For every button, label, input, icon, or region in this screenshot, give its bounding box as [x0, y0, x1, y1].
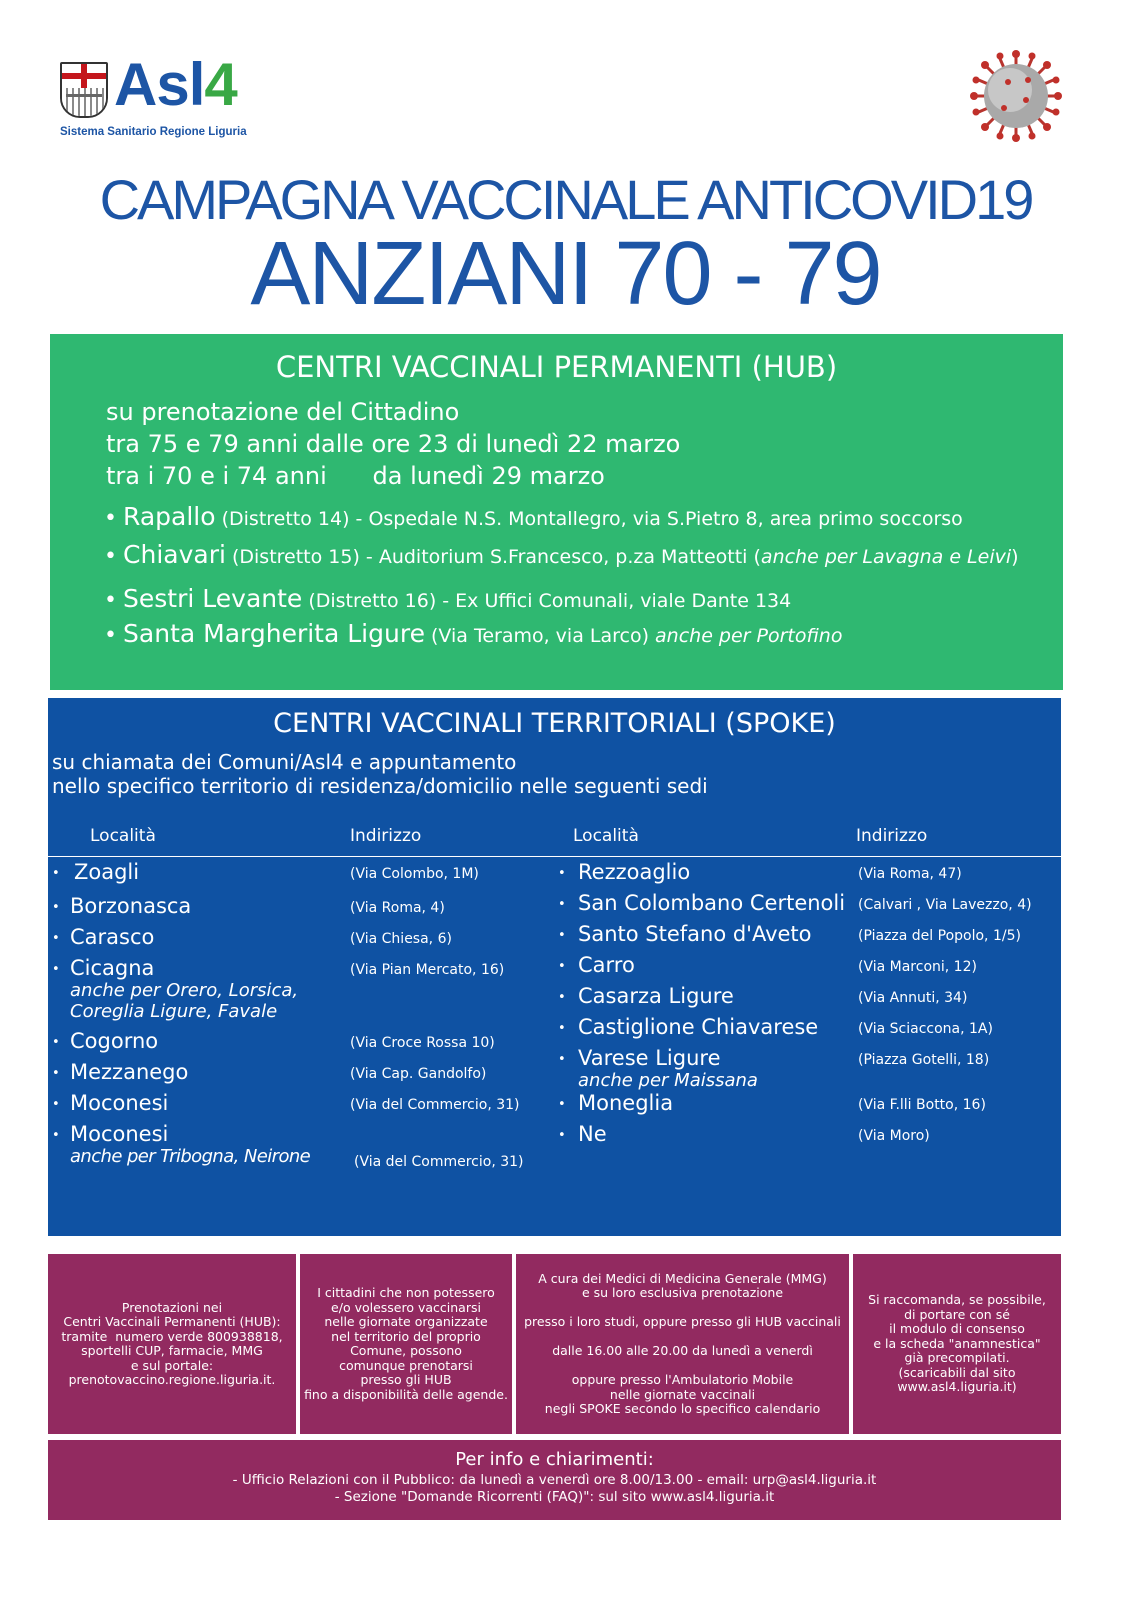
- hub-center-item: • Santa Margherita Ligure (Via Teramo, via Larco) anche per Portofino: [104, 619, 843, 648]
- info-line: - Ufficio Relazioni con il Pubblico: da lunedì a venerdì ore 8.00/13.00 - email: urp@asl4.liguria.it: [232, 1472, 877, 1488]
- info-heading: Per info e chiarimenti:: [455, 1449, 654, 1470]
- info-box-hub-fallback: I cittadini che non potessero e/o volessero vaccinarsi nelle giornate organizzate nel territorio del proprio Comune, possono comunque prenotarsi presso gli HUB fino a disponibilità delle agende.: [300, 1254, 512, 1434]
- column-header-address: Indirizzo: [350, 826, 422, 846]
- column-header-locality: Località: [573, 826, 639, 846]
- info-box-mmg: A cura dei Medici di Medicina Generale (MMG) e su loro esclusiva prenotazione presso i loro studi, oppure presso gli HUB vaccinali dalle 16.00 alle 20.00 da lunedì a venerdì oppure presso l'Ambulatorio Mobile nelle giornate vaccinali negli SPOKE secondo lo specifico calendario: [516, 1254, 849, 1434]
- logo-subtitle: Sistema Sanitario Regione Liguria: [60, 126, 247, 138]
- spoke-heading: CENTRI VACCINALI TERRITORIALI (SPOKE): [273, 708, 836, 739]
- hub-center-item: • Rapallo (Distretto 14) - Ospedale N.S. Montallegro, via S.Pietro 8, area primo soccorso: [104, 502, 963, 531]
- hub-heading: CENTRI VACCINALI PERMANENTI (HUB): [275, 350, 838, 384]
- hub-center-item: • Chiavari (Distretto 15) - Auditorium S.Francesco, p.za Matteotti (anche per Lavagna e Leivi): [104, 540, 1019, 569]
- header-divider: [48, 856, 1061, 857]
- info-box-recommendation: Si raccomanda, se possibile, di portare con sé il modulo di consenso e la scheda "anamnestica" già precompilati. (scaricabili dal sito www.asl4.liguria.it): [853, 1254, 1061, 1434]
- hub-center-item: • Sestri Levante (Distretto 16) - Ex Uffici Comunali, viale Dante 134: [104, 584, 792, 613]
- spoke-subtitle: su chiamata dei Comuni/Asl4 e appuntamento: [52, 750, 517, 774]
- coronavirus-icon: [970, 50, 1062, 142]
- campaign-title: CAMPAGNA VACCINALE ANTICOVID19: [99, 168, 1032, 231]
- hub-intro-line: tra i 70 e i 74 anni da lunedì 29 marzo: [106, 462, 605, 490]
- hub-intro-line: tra 75 e 79 anni dalle ore 23 di lunedì 22 marzo: [106, 430, 681, 458]
- hub-intro-line: su prenotazione del Cittadino: [106, 398, 460, 426]
- info-line: - Sezione "Domande Ricorrenti (FAQ)": sul sito www.asl4.liguria.it: [334, 1489, 775, 1505]
- column-header-address: Indirizzo: [856, 826, 928, 846]
- age-group-title: ANZIANI 70 - 79: [250, 224, 881, 324]
- logo-wordmark: Asl4: [114, 51, 237, 118]
- hub-section: [50, 334, 1063, 690]
- column-header-locality: Località: [90, 826, 156, 846]
- spoke-section: CENTRI VACCINALI TERRITORIALI (SPOKE) su chiamata dei Comuni/Asl4 e appuntamento nello specifico territorio di residenza/domicilio nelle seguenti sedi Località Indirizzo Località Indirizzo • Zoagli (Via Colombo, 1M) • Borzonasca (Via Roma, 4) • Carasco (Via Chiesa, 6) • Cicagna (Via Pian Mercato, 16) anche per Orero, Lorsica, Coreglia Ligure, Favale • Cogorno (Via Croce Rossa 10) • Mezzanego (Via Cap. Gandolfo) • Moconesi (Via del Commercio, 31) • Moconesi (Via del Commercio, 31) anche per Tribogna, Neirone • Rezzoaglio (Via Roma, 47) • San Colombano Certenoli (Calvari , Via Lavezzo, 4) • Santo Stefano d'Aveto (Piazza del Popolo, 1/5) • Carro (Via Marconi, 12) • Casarza Ligure (Via Annuti, 34) • Castiglione Chiavarese (Via Sciaccona, 1A) • Varese Ligure (Piazza Gotelli, 18) anche per Maissana • Moneglia (Via F.lli Botto, 16) • Ne (Via Moro): [48, 698, 1061, 1236]
- spoke-subtitle: nello specifico territorio di residenza/domicilio nelle seguenti sedi: [52, 774, 708, 798]
- info-box-hub-booking: Prenotazioni nei Centri Vaccinali Permanenti (HUB): tramite numero verde 800938818, sportelli CUP, farmacie, MMG e sul portale: prenotovaccino.regione.liguria.it.: [48, 1254, 296, 1434]
- liguria-shield-icon: [60, 62, 108, 118]
- info-footer: [48, 1440, 1061, 1520]
